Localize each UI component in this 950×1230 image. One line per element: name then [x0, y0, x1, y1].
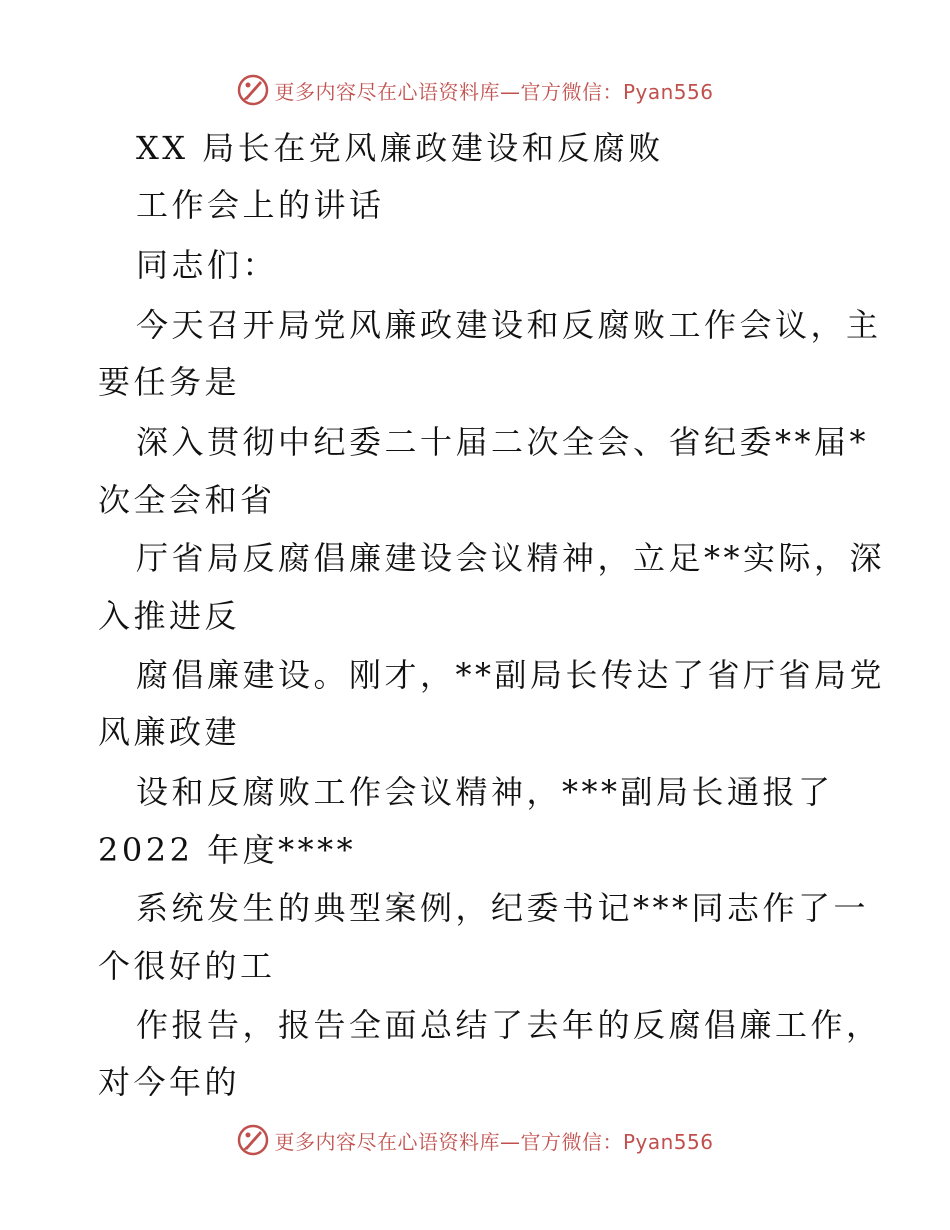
paragraph-line: 今天召开局党风廉政建设和反腐败工作会议，主 [136, 306, 882, 344]
paragraph-line: 深入贯彻中纪委二十届二次全会、省纪委**届* [136, 423, 870, 461]
watermark-text: 更多内容尽在心语资料库—官方微信：Pyan556 [274, 1129, 714, 1154]
red-quill-logo-icon [236, 73, 270, 107]
watermark-text: 更多内容尽在心语资料库—官方微信：Pyan556 [274, 79, 714, 104]
red-quill-logo-icon [236, 1123, 270, 1157]
paragraph-line: 风廉政建 [98, 713, 241, 751]
paragraph-line: 2022 年度**** [98, 831, 357, 869]
paragraph-line: 要任务是 [98, 363, 241, 401]
header-watermark [0, 70, 950, 110]
title-line-1: XX 局长在党风廉政建设和反腐败 [136, 129, 664, 167]
paragraph-line: 入推进反 [98, 597, 241, 635]
paragraph-line: 腐倡廉建设。刚才，**副局长传达了省厅省局党 [136, 656, 886, 694]
paragraph-line: 次全会和省 [98, 481, 276, 519]
paragraph-line: 设和反腐败工作会议精神，***副局长通报了 [136, 773, 834, 811]
salutation: 同志们： [136, 246, 279, 284]
paragraph-line: 对今年的 [98, 1063, 241, 1101]
paragraph-line: 个很好的工 [98, 947, 276, 985]
footer-watermark [0, 1120, 950, 1160]
paragraph-line: 作报告，报告全面总结了去年的反腐倡廉工作， [136, 1006, 882, 1044]
paragraph-line: 厅省局反腐倡廉建设会议精神，立足**实际，深 [136, 539, 886, 577]
title-line-2: 工作会上的讲话 [136, 186, 385, 224]
paragraph-line: 系统发生的典型案例，纪委书记***同志作了一 [136, 889, 870, 927]
